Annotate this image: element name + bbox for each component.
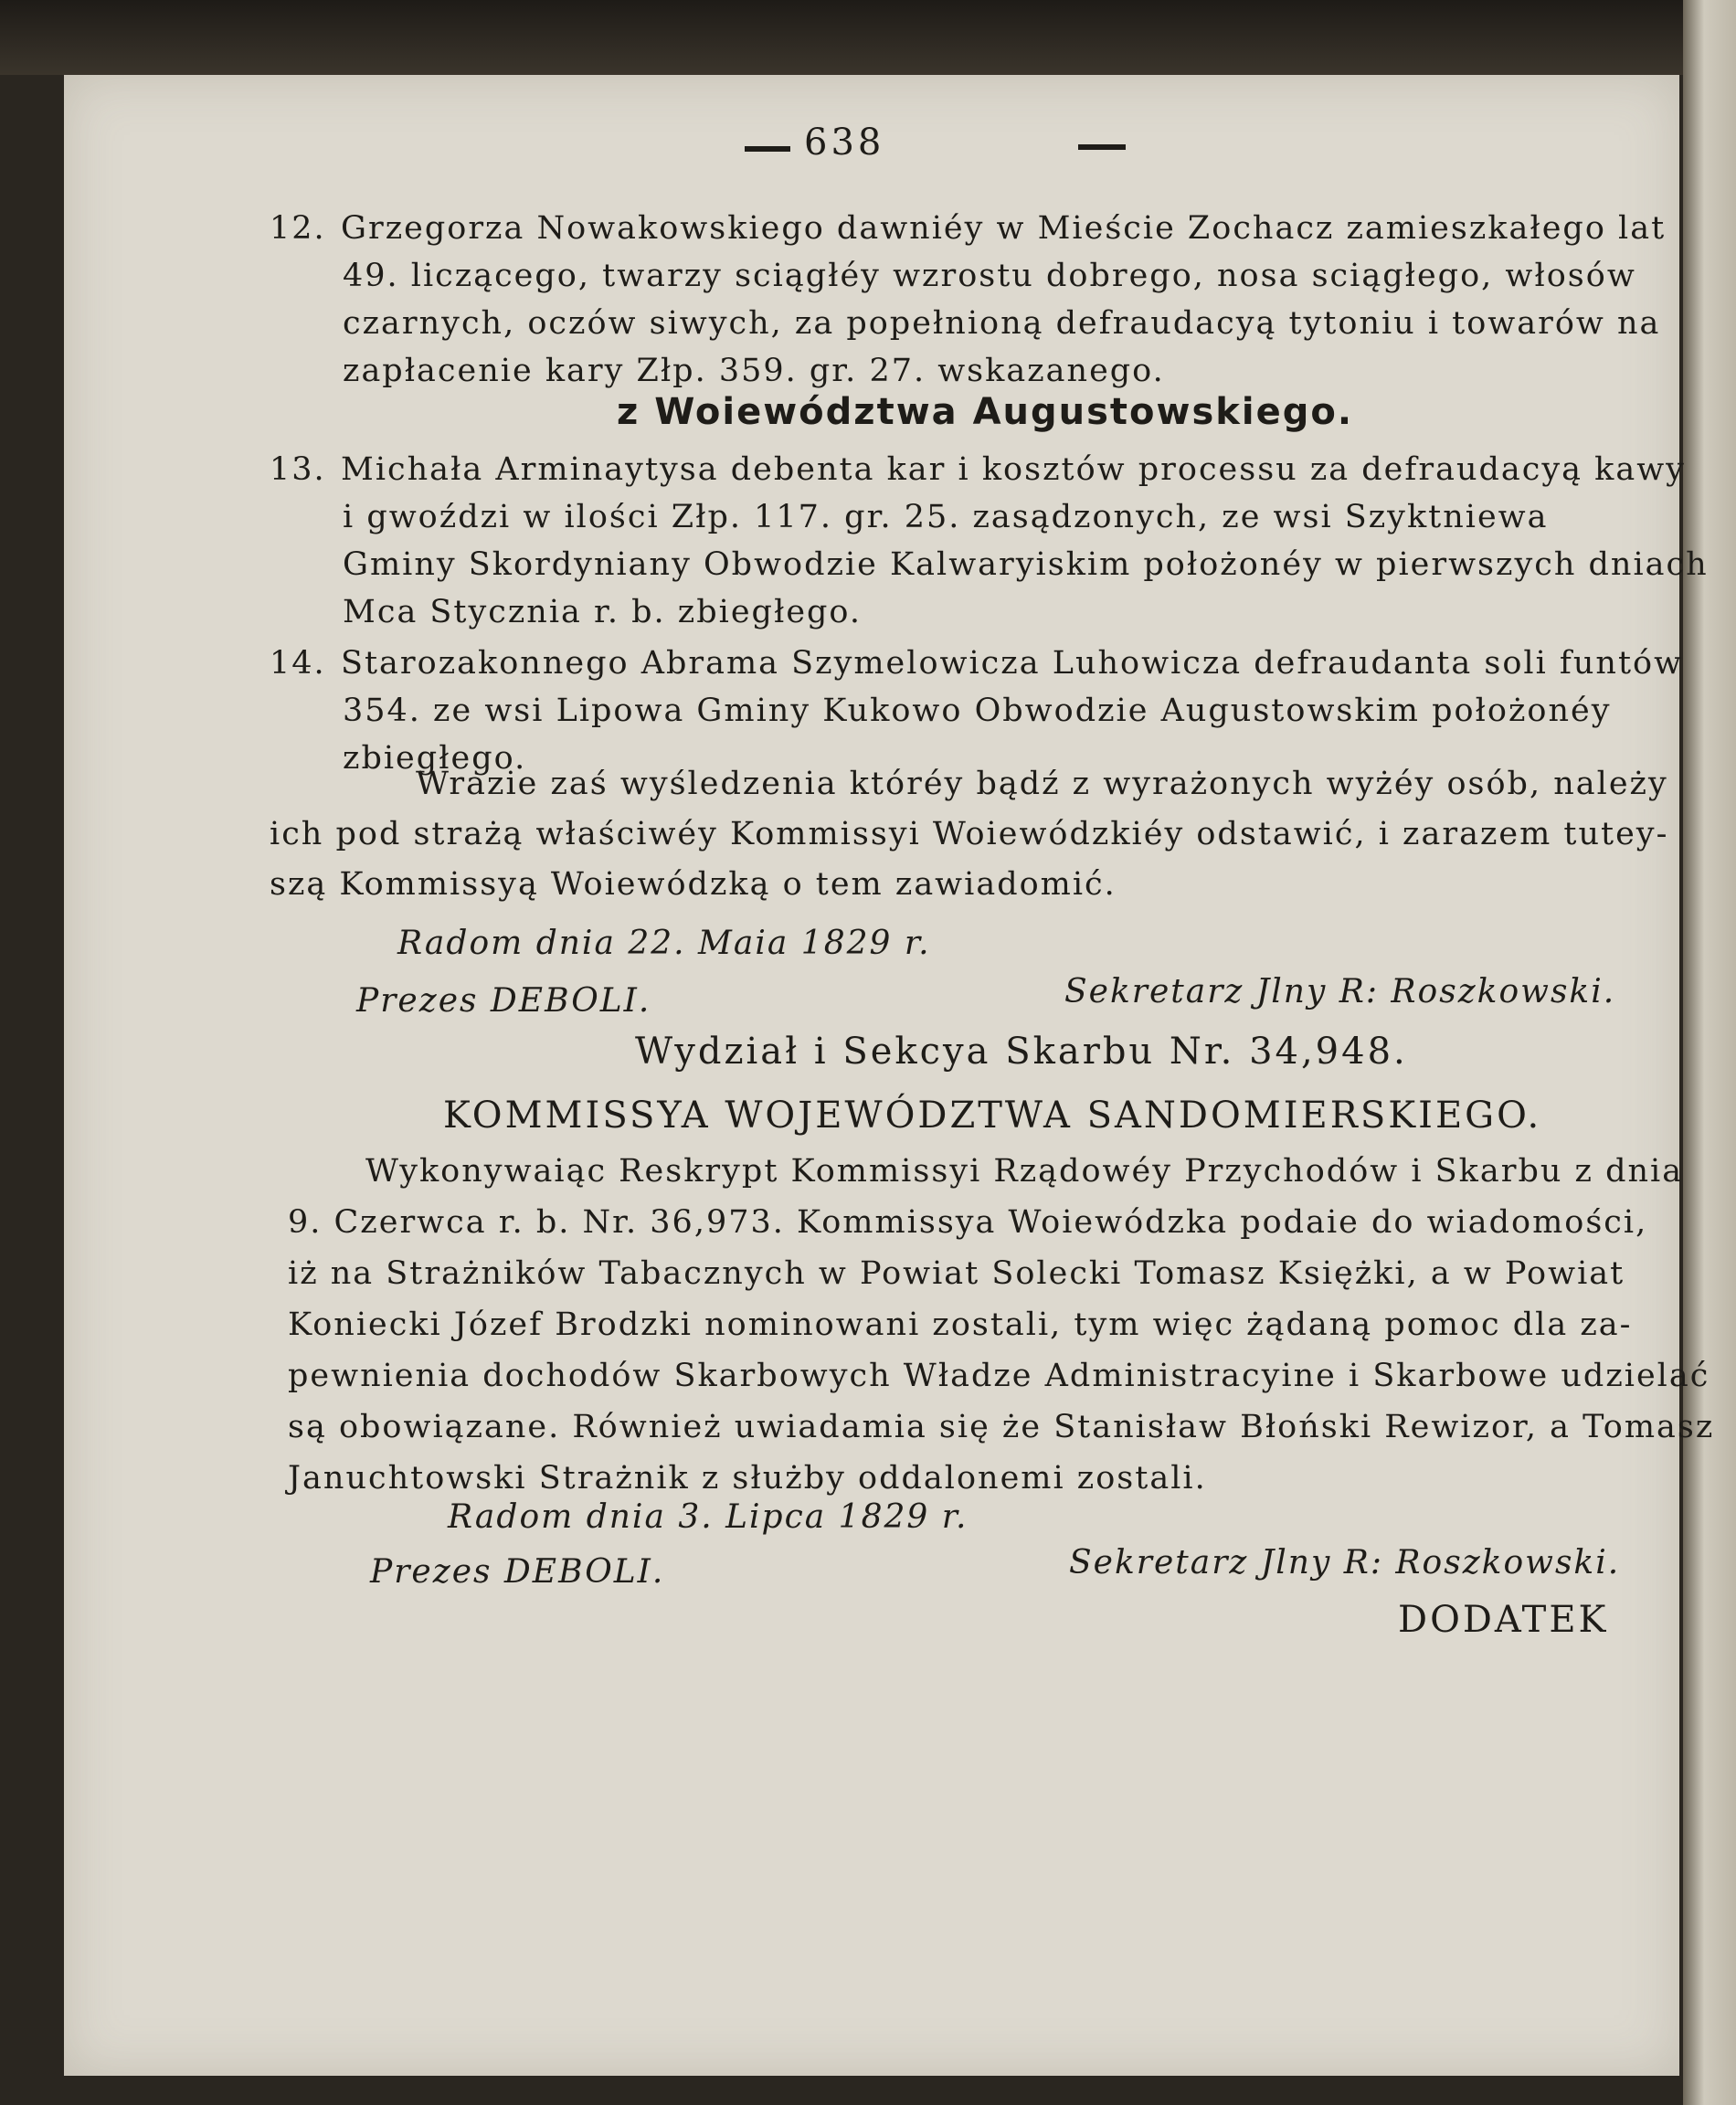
paragraph-2-line-1: Wykonywaiąc Reskrypt Kommissyi Rządowéy Przychodów i Skarbu z dnia [365, 1153, 1684, 1190]
paragraph-2-line-5: pewnienia dochodów Skarbowych Władze Administracyine i Skarbowe udzielać [288, 1358, 1710, 1394]
president-signature-2: Prezes DEBOLI. [370, 1553, 665, 1591]
entry-12-number: 12. [270, 210, 326, 247]
scan-top-border [0, 0, 1736, 75]
entry-13-line-1 [270, 451, 1686, 488]
department-line: Wydział i Sekcya Skarbu Nr. 34,948. [635, 1031, 1408, 1073]
entry-14-text: Starozakonnego Abrama Szymelowicza Luhowicza defraudanta soli funtów [341, 645, 1684, 682]
entry-12-line-4: zapłacenie kary Złp. 359. gr. 27. wskazanego. [343, 353, 1165, 389]
entry-12-line-1 [270, 210, 1666, 247]
entry-14-number: 14. [270, 645, 326, 682]
page-number-dash-left [745, 146, 790, 152]
entry-13-number: 13. [270, 451, 326, 488]
entry-14-line-1 [270, 645, 1683, 682]
paragraph-1-line-1: Wrazie zaś wyśledzenia któréy bądź z wyrażonych wyżéy osób, należy [416, 766, 1668, 802]
secretary-signature-1: Sekretarz Jlny R: Roszkowski. [1064, 973, 1616, 1010]
paragraph-2-line-2: 9. Czerwca r. b. Nr. 36,973. Kommissya Woiewódzka podaie do wiadomości, [288, 1204, 1648, 1241]
entry-13-line-4: Mca Stycznia r. b. zbiegłego. [343, 594, 863, 630]
entry-12-line-3: czarnych, oczów siwych, za popełnioną defraudacyą tytoniu i towarów na [343, 305, 1661, 342]
scan-right-border [1683, 0, 1736, 2105]
voivodeship-heading: z Woiewództwa Augustowskiego. [617, 391, 1354, 433]
entry-12-text: Grzegorza Nowakowskiego dawniéy w Mieście Zochacz zamieszkałego lat [341, 210, 1667, 247]
entry-14-line-2: 354. ze wsi Lipowa Gminy Kukowo Obwodzie Augustowskim położonéy [343, 693, 1612, 729]
page-number-dash-right [1078, 144, 1126, 150]
entry-13-text: Michała Arminaytysa debenta kar i kosztów processu za defraudacyą kawy [341, 451, 1686, 488]
commission-heading: KOMMISSYA WOJEWÓDZTWA SANDOMIERSKIEGO. [443, 1095, 1542, 1137]
paragraph-2-line-6: są obowiązane. Również uwiadamia się że Stanisław Błoński Rewizor, a Tomasz [288, 1409, 1715, 1445]
catchword: DODATEK [1398, 1599, 1609, 1641]
page-number: 638 [804, 122, 885, 164]
paragraph-1-line-3: szą Kommissyą Woiewódzką o tem zawiadomić. [270, 866, 1117, 903]
entry-13-line-3: Gminy Skordyniany Obwodzie Kalwaryiskim położonéy w pierwszych dniach [343, 546, 1709, 583]
entry-12-line-2: 49. liczącego, twarzy sciągłéy wzrostu dobrego, nosa sciągłego, włosów [343, 258, 1636, 294]
date-line-1: Radom dnia 22. Maia 1829 r. [397, 925, 931, 962]
entry-14-line-3: zbiegłego. [343, 740, 527, 777]
paragraph-2-line-3: iż na Strażników Tabacznych w Powiat Solecki Tomasz Księżki, a w Powiat [288, 1255, 1625, 1292]
paragraph-1-line-2: ich pod strażą właściwéy Kommissyi Woiewódzkiéy odstawić, i zarazem tutey- [270, 816, 1669, 852]
secretary-signature-2: Sekretarz Jlny R: Roszkowski. [1069, 1544, 1621, 1581]
president-signature-1: Prezes DEBOLI. [356, 982, 651, 1020]
paragraph-2-line-4: Koniecki Józef Brodzki nominowani zostali, tym więc żądaną pomoc dla za- [288, 1306, 1633, 1343]
date-line-2: Radom dnia 3. Lipca 1829 r. [448, 1498, 969, 1536]
entry-13-line-2: i gwoździ w ilości Złp. 117. gr. 25. zasądzonych, ze wsi Szyktniewa [343, 499, 1549, 535]
paragraph-2-line-7: Januchtowski Strażnik z służby oddalonemi zostali. [288, 1460, 1207, 1497]
